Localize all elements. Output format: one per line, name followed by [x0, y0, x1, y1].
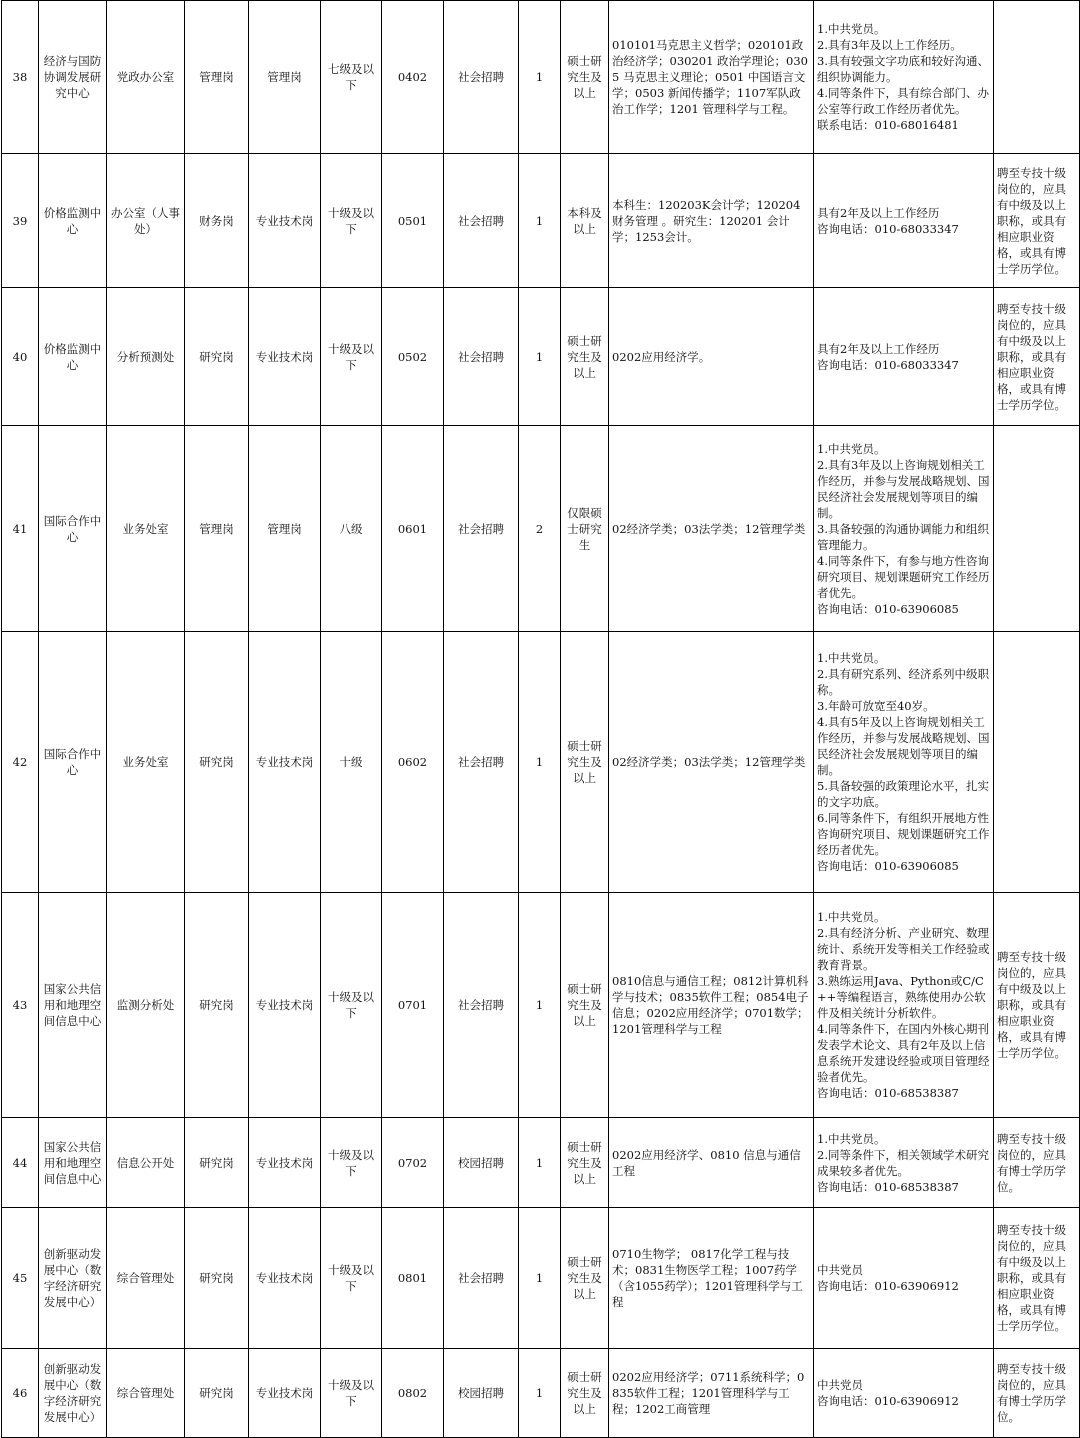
- requirement-line: 3.年龄可放宽至40岁。: [817, 699, 935, 713]
- recruit-mode-cell: 校园招聘: [444, 1349, 519, 1438]
- table-row: [2, 1118, 1080, 1208]
- requirement-line: 3.熟练运用Java、Python或C/C++等编程语言，熟练使用办公软件及相关统计分析软件。: [817, 974, 986, 1020]
- education-cell: 硕士研究生及以上: [561, 1118, 609, 1208]
- note-cell: 聘至专技十级岗位的，应具有中级及以上职称，或具有相应职业资格，或具有博士学历学位。: [994, 154, 1080, 288]
- major-cell: 0810信息与通信工程；0812计算机科学与技术；0835软件工程；0854电子信息；0202应用经济学；0701数学；1201管理科学与工程: [609, 893, 814, 1118]
- post-level-cell: 十级及以下: [321, 893, 382, 1118]
- major-cell: 010101马克思主义哲学；020101政治经济学；030201 政治学理论；0305 马克思主义理论；0501 中国语言文学；0503 新闻传播学；1107军队政治工作学；1201 管理科学与工程。: [609, 1, 814, 154]
- post-code-cell: 0802: [382, 1349, 444, 1438]
- requirement-line: 咨询电话：010-63906912: [817, 1394, 959, 1408]
- post-code-cell: 0701: [382, 893, 444, 1118]
- note-cell: 聘至专技十级岗位的，应具有中级及以上职称，或具有相应职业资格，或具有博士学历学位。: [994, 893, 1080, 1118]
- post-name-cell: 财务岗: [185, 154, 249, 288]
- post-type-cell: 专业技术岗: [249, 154, 321, 288]
- requirements-cell: [814, 288, 994, 426]
- requirement-line: 咨询电话：010-68033347: [817, 221, 959, 236]
- education-cell: 硕士研究生及以上: [561, 1349, 609, 1438]
- requirements-cell: [814, 632, 994, 893]
- post-code-cell: 0702: [382, 1118, 444, 1208]
- requirement-line: 2.具有经济分析、产业研究、数理统计、系统开发等相关工作经验或教育背景。: [817, 926, 990, 972]
- post-type-cell: 专业技术岗: [249, 288, 321, 426]
- recruit-mode-cell: 校园招聘: [444, 1118, 519, 1208]
- post-name-cell: 研究岗: [185, 893, 249, 1118]
- row-number-cell: 41: [2, 426, 39, 632]
- recruit-mode-cell: 社会招聘: [444, 632, 519, 893]
- requirement-line: 联系电话：010-68016481: [817, 118, 959, 132]
- note-cell: 聘至专技十级岗位的，应具有博士学历学位。: [994, 1118, 1080, 1208]
- table-row: [2, 1208, 1080, 1349]
- department-cell: 业务处室: [107, 426, 185, 632]
- recruit-count-cell: 1: [519, 154, 561, 288]
- post-code-cell: 0801: [382, 1208, 444, 1349]
- major-cell: 02经济学类；03法学类；12管理学类: [609, 632, 814, 893]
- requirement-line: 3.具有较强文字功底和较好沟通、组织协调能力。: [817, 54, 989, 84]
- row-number-cell: 38: [2, 1, 39, 154]
- post-level-cell: 八级: [321, 426, 382, 632]
- recruit-mode-cell: 社会招聘: [444, 1, 519, 154]
- department-cell: 分析预测处: [107, 288, 185, 426]
- table-row: [2, 154, 1080, 288]
- post-name-cell: 研究岗: [185, 1208, 249, 1349]
- recruit-count-cell: 1: [519, 1208, 561, 1349]
- post-name-cell: 管理岗: [185, 1, 249, 154]
- unit-name-cell: 经济与国防协调发展研究中心: [39, 1, 107, 154]
- requirement-line: 中共党员: [817, 1378, 863, 1392]
- requirement-line: 咨询电话：010-68538387: [817, 1179, 959, 1194]
- table-row: [2, 426, 1080, 632]
- post-name-cell: 管理岗: [185, 426, 249, 632]
- post-level-cell: 七级及以下: [321, 1, 382, 154]
- post-name-cell: 研究岗: [185, 632, 249, 893]
- post-code-cell: 0502: [382, 288, 444, 426]
- requirement-line: 3.具备较强的沟通协调能力和组织管理能力。: [817, 521, 989, 552]
- education-cell: 硕士研究生及以上: [561, 1, 609, 154]
- row-number-cell: 44: [2, 1118, 39, 1208]
- note-cell: 聘至专技十级岗位的，应具有博士学历学位。: [994, 1349, 1080, 1438]
- requirement-line: 2.具有3年及以上咨询规划相关工作经历，并参与发展战略规划、国民经济社会发展规划等项目的编制。: [817, 457, 990, 520]
- post-level-cell: 十级及以下: [321, 1118, 382, 1208]
- major-cell: 02经济学类；03法学类；12管理学类: [609, 426, 814, 632]
- recruit-count-cell: 1: [519, 1349, 561, 1438]
- recruit-mode-cell: 社会招聘: [444, 288, 519, 426]
- recruit-mode-cell: 社会招聘: [444, 893, 519, 1118]
- table-row: [2, 632, 1080, 893]
- department-cell: 信息公开处: [107, 1118, 185, 1208]
- education-cell: 仅限硕士研究生: [561, 426, 609, 632]
- requirement-line: 4.同等条件下，有参与地方性咨询研究项目、规划课题研究工作经历者优先。: [817, 553, 990, 600]
- department-cell: 党政办公室: [107, 1, 185, 154]
- recruit-count-cell: 1: [519, 632, 561, 893]
- requirement-line: 1.中共党员。: [817, 910, 886, 924]
- requirement-line: 中共党员: [817, 1263, 863, 1277]
- recruit-mode-cell: 社会招聘: [444, 426, 519, 632]
- requirement-line: 2.同等条件下，相关领域学术研究成果较多者优先。: [817, 1147, 989, 1178]
- post-level-cell: 十级及以下: [321, 1208, 382, 1349]
- unit-name-cell: 创新驱动发展中心（数字经济研究发展中心）: [39, 1349, 107, 1438]
- requirement-line: 4.具有5年及以上咨询规划相关工作经历，并参与发展战略规划、国民经济社会发展规划等项目的编制。: [817, 715, 990, 777]
- post-type-cell: 专业技术岗: [249, 1349, 321, 1438]
- post-level-cell: 十级: [321, 632, 382, 893]
- requirement-line: 2.具有3年及以上工作经历。: [817, 38, 962, 52]
- major-cell: 0710生物学； 0817化学工程与技术；0831生物医学工程；1007药学（含1055药学）；1201管理科学与工程: [609, 1208, 814, 1349]
- row-number-cell: 42: [2, 632, 39, 893]
- post-code-cell: 0402: [382, 1, 444, 154]
- row-number-cell: 46: [2, 1349, 39, 1438]
- unit-name-cell: 创新驱动发展中心（数字经济研究发展中心）: [39, 1208, 107, 1349]
- requirements-cell: [814, 893, 994, 1118]
- department-cell: 业务处室: [107, 632, 185, 893]
- recruitment-table: [1, 0, 1080, 1438]
- post-name-cell: 研究岗: [185, 1349, 249, 1438]
- unit-name-cell: 国际合作中心: [39, 632, 107, 893]
- education-cell: 硕士研究生及以上: [561, 288, 609, 426]
- department-cell: 监测分析处: [107, 893, 185, 1118]
- requirement-line: 6.同等条件下，有组织开展地方性咨询研究项目、规划课题研究工作经历者优先。: [817, 811, 990, 857]
- education-cell: 硕士研究生及以上: [561, 632, 609, 893]
- recruit-count-cell: 1: [519, 288, 561, 426]
- row-number-cell: 39: [2, 154, 39, 288]
- post-name-cell: 研究岗: [185, 288, 249, 426]
- requirement-line: 1.中共党员。: [817, 651, 886, 665]
- post-level-cell: 十级及以下: [321, 1349, 382, 1438]
- unit-name-cell: 价格监测中心: [39, 154, 107, 288]
- requirements-cell: [814, 426, 994, 632]
- requirement-line: 1.中共党员。: [817, 441, 886, 456]
- unit-name-cell: 国际合作中心: [39, 426, 107, 632]
- requirements-cell: [814, 1208, 994, 1349]
- department-cell: 综合管理处: [107, 1208, 185, 1349]
- requirements-cell: [814, 154, 994, 288]
- requirement-line: 2.具有研究系列、经济系列中级职称。: [817, 667, 989, 697]
- post-type-cell: 专业技术岗: [249, 632, 321, 893]
- post-type-cell: 专业技术岗: [249, 1118, 321, 1208]
- major-cell: 0202应用经济学。: [609, 288, 814, 426]
- education-cell: 本科及以上: [561, 154, 609, 288]
- note-cell: 聘至专技十级岗位的，应具有中级及以上职称，或具有相应职业资格，或具有博士学历学位。: [994, 288, 1080, 426]
- requirement-line: 具有2年及以上工作经历: [817, 341, 940, 356]
- recruit-count-cell: 1: [519, 893, 561, 1118]
- post-code-cell: 0601: [382, 426, 444, 632]
- recruit-count-cell: 1: [519, 1118, 561, 1208]
- requirements-cell: [814, 1349, 994, 1438]
- education-cell: 硕士研究生及以上: [561, 1208, 609, 1349]
- requirement-line: 咨询电话：010-63906912: [817, 1279, 959, 1293]
- department-cell: 办公室（人事处）: [107, 154, 185, 288]
- major-cell: 本科生：120203K会计学；120204财务管理 。研究生：120201 会计学；1253会计。: [609, 154, 814, 288]
- requirements-cell: [814, 1118, 994, 1208]
- recruit-mode-cell: 社会招聘: [444, 1208, 519, 1349]
- row-number-cell: 43: [2, 893, 39, 1118]
- requirement-line: 咨询电话：010-63906085: [817, 859, 959, 873]
- table-row: [2, 1, 1080, 154]
- requirement-line: 4.同等条件下，在国内外核心期刊发表学术论文、具有2年及以上信息系统开发建设经验或项目管理经验者优先。: [817, 1022, 990, 1084]
- note-cell: [994, 632, 1080, 893]
- post-type-cell: 管理岗: [249, 1, 321, 154]
- requirement-line: 咨询电话：010-68033347: [817, 357, 959, 372]
- row-number-cell: 40: [2, 288, 39, 426]
- unit-name-cell: 国家公共信用和地理空间信息中心: [39, 893, 107, 1118]
- requirement-line: 咨询电话：010-63906085: [817, 601, 959, 616]
- table-body: [2, 1, 1080, 1438]
- post-code-cell: 0602: [382, 632, 444, 893]
- post-type-cell: 管理岗: [249, 426, 321, 632]
- requirement-line: 4.同等条件下，具有综合部门、办公室等行政工作经历者优先。: [817, 86, 989, 116]
- requirement-line: 1.中共党员。: [817, 22, 886, 36]
- unit-name-cell: 国家公共信用和地理空间信息中心: [39, 1118, 107, 1208]
- requirement-line: 1.中共党员。: [817, 1131, 886, 1146]
- recruit-mode-cell: 社会招聘: [444, 154, 519, 288]
- table-row: [2, 288, 1080, 426]
- post-level-cell: 十级及以下: [321, 154, 382, 288]
- requirement-line: 咨询电话：010-68538387: [817, 1086, 959, 1100]
- requirements-cell: [814, 1, 994, 154]
- recruit-count-cell: 1: [519, 1, 561, 154]
- post-name-cell: 研究岗: [185, 1118, 249, 1208]
- requirement-line: 具有2年及以上工作经历: [817, 205, 940, 220]
- major-cell: 0202应用经济学；0711系统科学；0835软件工程；1201管理科学与工程；1202工商管理: [609, 1349, 814, 1438]
- recruit-count-cell: 2: [519, 426, 561, 632]
- requirement-line: 5.具备较强的政策理论水平，扎实的文字功底。: [817, 779, 989, 809]
- note-cell: 聘至专技十级岗位的，应具有中级及以上职称，或具有相应职业资格，或具有博士学历学位。: [994, 1208, 1080, 1349]
- table-row: [2, 1349, 1080, 1438]
- row-number-cell: 45: [2, 1208, 39, 1349]
- post-type-cell: 专业技术岗: [249, 893, 321, 1118]
- note-cell: [994, 1, 1080, 154]
- education-cell: 硕士研究生及以上: [561, 893, 609, 1118]
- department-cell: 综合管理处: [107, 1349, 185, 1438]
- table-row: [2, 893, 1080, 1118]
- major-cell: 0202应用经济学、0810 信息与通信工程: [609, 1118, 814, 1208]
- post-level-cell: 十级及以下: [321, 288, 382, 426]
- post-code-cell: 0501: [382, 154, 444, 288]
- post-type-cell: 专业技术岗: [249, 1208, 321, 1349]
- note-cell: [994, 426, 1080, 632]
- unit-name-cell: 价格监测中心: [39, 288, 107, 426]
